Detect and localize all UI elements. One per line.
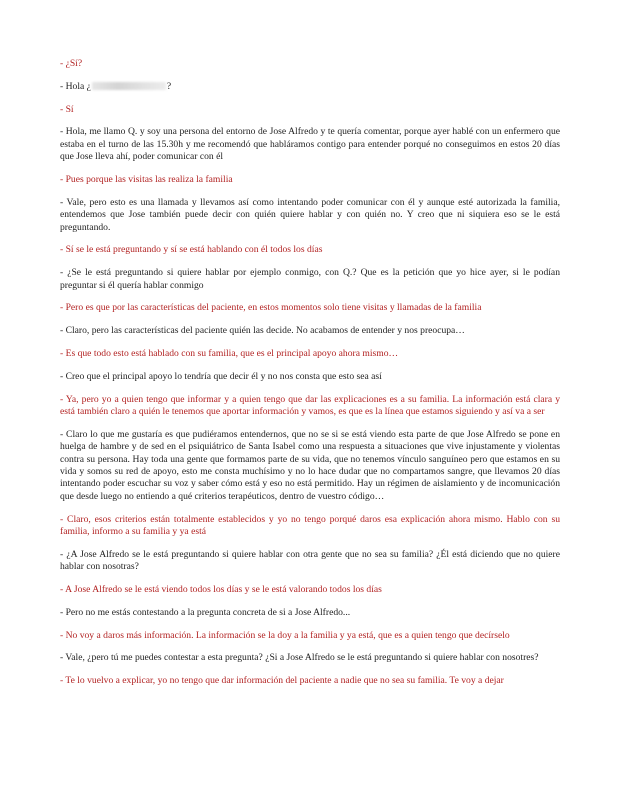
transcript-line: - Claro, esos criterios están totalmente establecidos y yo no tengo porqué daros esa explicación ahora mismo. Hablo con su familia, informo a su familia y ya está xyxy=(60,513,560,538)
transcript-line: - ¿Se le está preguntando si quiere hablar por ejemplo conmigo, con Q.? Que es la petición que yo hice ayer, si le podían preguntar si él quería hablar conmigo xyxy=(60,267,560,291)
transcript-line: - Pues porque las visitas las realiza la familia xyxy=(60,174,233,185)
transcript-line: - Claro lo que me gustaría es que pudiéramos entendernos, que no se si se está viendo esta parte de que Jose Alfredo se pone en huelga de hambre y de sed en el psiquiátrico de Santa Isabel como una respuesta a situaciones que vive injustamente y violentas contra su persona. Hay toda una gente que formamos parte de su vida, que no tenemos vínculo sanguíneo pero que estamos en su vida y somos su red de apoyo, esto me consta muchísimo y no lo hace dudar que no compartamos sangre, que llevamos 20 días intentando poder escuchar su voz y saber cómo está y eso no está permitido. Hay un régimen de aislamiento y de incomunicación que desde luego no entiendo a qué criterios terapéuticos, dentro de vuestro código… xyxy=(60,428,560,502)
line-text: - Hola ¿ xyxy=(60,80,91,92)
transcript-line: - ¿A Jose Alfredo se le está preguntando si quiere hablar con otra gente que no sea su familia? ¿Él está diciendo que no quiere hablar con nosotras? xyxy=(60,548,560,573)
transcript-line: - A Jose Alfredo se le está viendo todos los días y se le está valorando todos los días xyxy=(60,584,382,596)
transcript-line: - Hola, me llamo Q. y soy una persona del entorno de Jose Alfredo y te quería comentar, porque ayer hablé con un enfermero que estaba en el turno de las 15.30h y me recomendó que habláramos contigo para entender porqué no conseguimos en estos 20 días que Jose lleva ahí, poder comunicar con él xyxy=(60,126,560,163)
transcript-line: - No voy a daros más información. La información se la doy a la familia y ya está, que es a quien tengo que decírselo xyxy=(60,629,510,641)
transcript-line: - ¿Sí? xyxy=(60,58,83,69)
line-text: ? xyxy=(166,80,172,92)
transcript-line: - Claro, pero las características del paciente quién las decide. No acabamos de entender y nos preocupa… xyxy=(60,325,465,337)
transcript-line xyxy=(60,81,560,93)
transcript-page xyxy=(60,58,560,698)
transcript-line: - Creo que el principal apoyo lo tendría que decir él y no nos consta que esto sea así xyxy=(60,370,382,382)
transcript-line: - Ya, pero yo a quien tengo que informar y a quien tengo que dar las explicaciones es a su familia. La información está clara y está también claro a quién le tenemos que aportar información y vamos, es que es la línea que estamos siguiendo y así va a ser xyxy=(60,393,560,417)
transcript-line: - Vale, ¿pero tú me puedes contestar a esta pregunta? ¿Si a Jose Alfredo se le está preguntando si quiere hablar con nosotres? xyxy=(60,652,539,664)
transcript-line: - Sí se le está preguntando y sí se está hablando con él todos los días xyxy=(60,244,323,256)
transcript-line: - Es que todo esto está hablado con su familia, que es el principal apoyo ahora mismo… xyxy=(60,348,399,359)
transcript-line: - Sí xyxy=(60,103,74,115)
transcript-line: - Pero no me estás contestando a la pregunta concreta de si a Jose Alfredo... xyxy=(60,606,351,618)
transcript-line: - Pero es que por las características del paciente, en estos momentos solo tiene visitas y llamadas de la familia xyxy=(60,302,482,314)
transcript-line: - Vale, pero esto es una llamada y llevamos así como intentando poder comunicar con él y aunque esté autorizada la familia, entendemos que Jose también puede decir con quién quiere hablar y con quién no. Y creo que ni siquiera eso se le está preguntando. xyxy=(60,196,560,233)
transcript-line: - Te lo vuelvo a explicar, yo no tengo que dar información del paciente a nadie que no sea su familia. Te voy a dejar xyxy=(60,675,504,687)
redacted-name xyxy=(92,82,166,90)
